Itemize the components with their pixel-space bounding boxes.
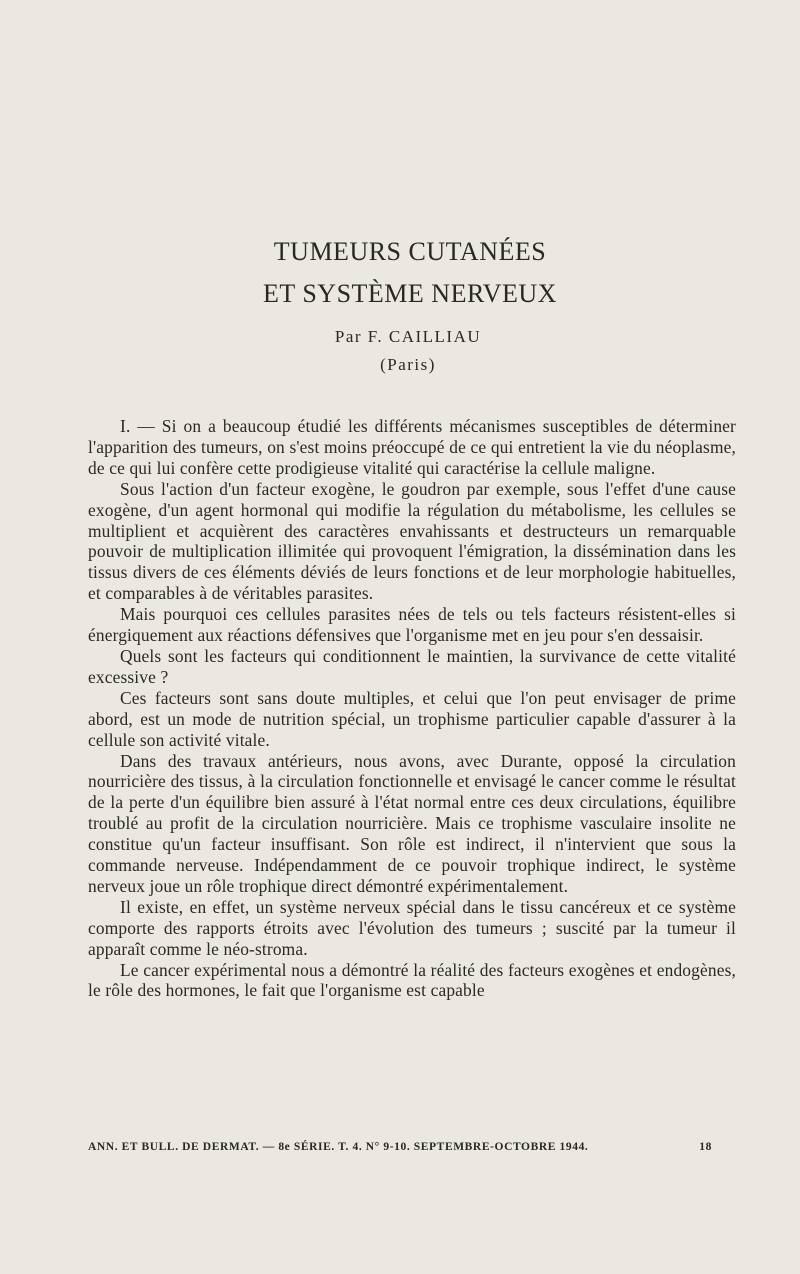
- article-title-line-1: TUMEURS CUTANÉES: [273, 237, 547, 266]
- paragraph: Mais pourquoi ces cellules parasites nées de tels ou tels facteurs résistent-elles si énergiquement aux réactions défensives que l'organisme met en jeu pour s'en dessaisir.: [88, 604, 736, 646]
- author-byline: Par F. CAILLIAU: [334, 327, 482, 346]
- paragraph: Quels sont les facteurs qui conditionnent le maintien, la survivance de cette vitalité excessive ?: [88, 645, 736, 687]
- paragraph: Ces facteurs sont sans doute multiples, et celui que l'on peut envisager de prime abord, est un mode de nutrition spécial, un trophisme particulier capable d'assurer à la cellule son activité vitale.: [88, 687, 736, 750]
- paragraph: Sous l'action d'un facteur exogène, le goudron par exemple, sous l'effet d'une cause exogène, d'un agent hormonal qui modifie la régulation du métabolisme, les cellules se multiplient et acquièrent des caractères envahissants et destructeurs un remarquable pouvoir de multiplication illimitée qui provoquent l'émigration, la dissémination dans les tissus divers de ces éléments déviés de leurs fonctions et de leur morphologie habituelles, et comparables à de véritables parasites.: [88, 478, 736, 604]
- page-footer: [88, 1141, 712, 1153]
- article-title-line-2: ET SYSTÈME NERVEUX: [263, 279, 557, 308]
- author-location: (Paris): [380, 355, 436, 374]
- paragraph: Dans des travaux antérieurs, nous avons, avec Durante, opposé la circulation nourricière des tissus, à la circulation fonctionnelle et envisagé le cancer comme le résultat de la perte d'un équilibre bien assuré à l'état normal entre ces deux circulations, équilibre troublé au profit de la circulation nourricière. Mais ce trophisme vasculaire insolite ne constitue qu'un facteur insuffisant. Son rôle est indirect, il n'intervient que sous la commande nerveuse. Indépendamment de ce pouvoir trophique indirect, le système nerveux joue un rôle trophique direct démontré expérimentalement.: [88, 750, 736, 896]
- paragraph: I. — Si on a beaucoup étudié les différents mécanismes susceptibles de déterminer l'apparition des tumeurs, on s'est moins préoccupé de ce qui entretient la vie du néoplasme, de ce qui lui confère cette prodigieuse vitalité qui caractérise la cellule maligne.: [88, 416, 736, 478]
- journal-citation: ANN. ET BULL. DE DERMAT. — 8e SÉRIE. T. 4. N° 9-10. SEPTEMBRE-OCTOBRE 1944.: [88, 1141, 589, 1153]
- article-body: [88, 416, 736, 1001]
- paragraph: Le cancer expérimental nous a démontré la réalité des facteurs exogènes et endogènes, le rôle des hormones, le fait que l'organisme est capable: [88, 959, 736, 1001]
- paragraph: Il existe, en effet, un système nerveux spécial dans le tissu cancéreux et ce système comporte des rapports étroits avec l'évolution des tumeurs ; suscité par la tumeur il apparaît comme le néo-stroma.: [88, 896, 736, 959]
- page-number: 18: [699, 1141, 712, 1153]
